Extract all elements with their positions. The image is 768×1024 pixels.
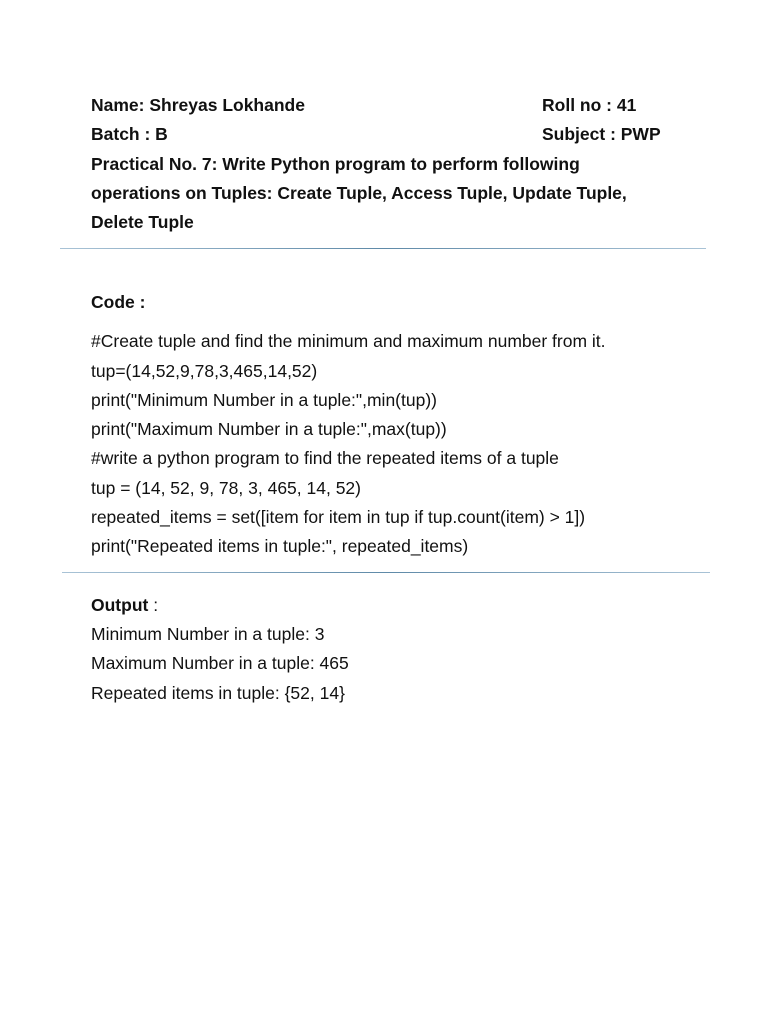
code-line: tup=(14,52,9,78,3,465,14,52): [91, 361, 318, 381]
output-heading-suffix: :: [148, 595, 159, 615]
code-line: tup = (14, 52, 9, 78, 3, 465, 14, 52): [91, 478, 361, 498]
code-line: repeated_items = set([item for item in tup if tup.count(item) > 1]): [91, 507, 586, 527]
student-name: Name: Shreyas Lokhande: [91, 95, 305, 115]
practical-title-line-1: Practical No. 7: Write Python program to perform following: [91, 154, 580, 174]
code-line: #Create tuple and find the minimum and maximum number from it.: [91, 331, 606, 351]
output-line: Maximum Number in a tuple: 465: [91, 653, 349, 673]
practical-title-line-2: operations on Tuples: Create Tuple, Access Tuple, Update Tuple,: [91, 183, 627, 203]
code-line: print("Minimum Number in a tuple:",min(tup)): [91, 390, 437, 410]
code-line: print("Repeated items in tuple:", repeated_items): [91, 536, 469, 556]
subject: Subject : PWP: [542, 124, 661, 144]
batch: Batch : B: [91, 124, 168, 144]
roll-number: Roll no : 41: [542, 95, 637, 115]
output-line: Minimum Number in a tuple: 3: [91, 624, 325, 644]
output-line: Repeated items in tuple: {52, 14}: [91, 683, 345, 703]
code-line: print("Maximum Number in a tuple:",max(tup)): [91, 419, 447, 439]
header-divider: [60, 248, 706, 249]
code-line: #write a python program to find the repeated items of a tuple: [91, 448, 559, 468]
output-heading: Output: [91, 595, 149, 615]
code-heading: Code :: [91, 292, 146, 312]
code-divider: [62, 572, 710, 573]
practical-title-line-3: Delete Tuple: [91, 212, 194, 232]
output-heading-row: [91, 591, 158, 620]
